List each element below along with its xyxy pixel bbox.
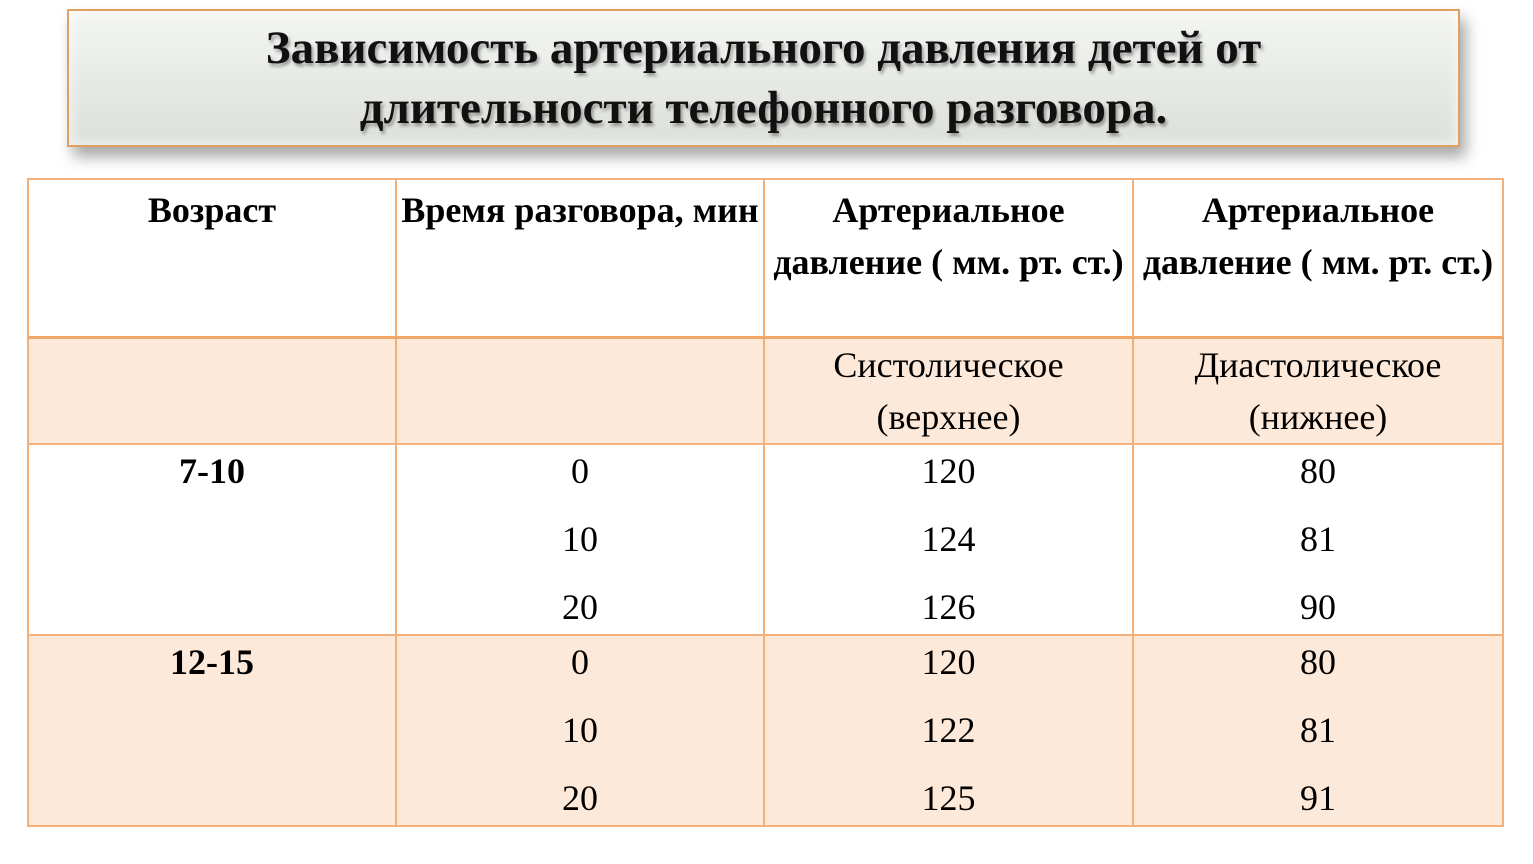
minutes-value: 10: [562, 518, 598, 559]
diastolic-value: 91: [1300, 777, 1336, 818]
header-row: [28, 179, 1503, 337]
age-cell: 12-15: [28, 635, 396, 826]
systolic-value: 122: [921, 709, 976, 750]
minutes-cell: [396, 444, 764, 635]
minutes-value: 20: [562, 777, 598, 818]
title-banner: [67, 9, 1460, 147]
header-age: Возраст: [28, 179, 396, 337]
diastolic-value: 80: [1300, 450, 1336, 491]
header-talk-time: Время разговора, мин: [396, 179, 764, 337]
systolic-value: 126: [921, 586, 976, 627]
subheader-systolic: Систолическое (верхнее): [764, 337, 1133, 444]
title-line-1: Зависимость артериального давления детей от: [265, 22, 1262, 74]
diastolic-value: 80: [1300, 641, 1336, 682]
blood-pressure-table: [27, 178, 1504, 827]
subheader-empty-2: [396, 337, 764, 444]
title-line-2: длительности телефонного разговора.: [359, 82, 1168, 134]
systolic-value: 120: [921, 450, 976, 491]
diastolic-value: 90: [1300, 586, 1336, 627]
subheader-diastolic: Диастолическое (нижнее): [1133, 337, 1503, 444]
diastolic-cell: [1133, 635, 1503, 826]
header-pressure-diastolic: Артериальное давление ( мм. рт. ст.): [1133, 179, 1503, 337]
header-pressure-systolic: Артериальное давление ( мм. рт. ст.): [764, 179, 1133, 337]
systolic-value: 120: [921, 641, 976, 682]
minutes-value: 0: [571, 450, 589, 491]
minutes-cell: [396, 635, 764, 826]
systolic-cell: [764, 444, 1133, 635]
table-row: [28, 444, 1503, 635]
page-title: [266, 18, 1261, 138]
diastolic-value: 81: [1300, 518, 1336, 559]
minutes-value: 20: [562, 586, 598, 627]
subheader-row: [28, 337, 1503, 444]
table-row: [28, 635, 1503, 826]
systolic-value: 124: [921, 518, 976, 559]
systolic-value: 125: [921, 777, 976, 818]
diastolic-cell: [1133, 444, 1503, 635]
diastolic-value: 81: [1300, 709, 1336, 750]
subheader-empty-1: [28, 337, 396, 444]
age-cell: 7-10: [28, 444, 396, 635]
minutes-value: 0: [571, 641, 589, 682]
minutes-value: 10: [562, 709, 598, 750]
systolic-cell: [764, 635, 1133, 826]
